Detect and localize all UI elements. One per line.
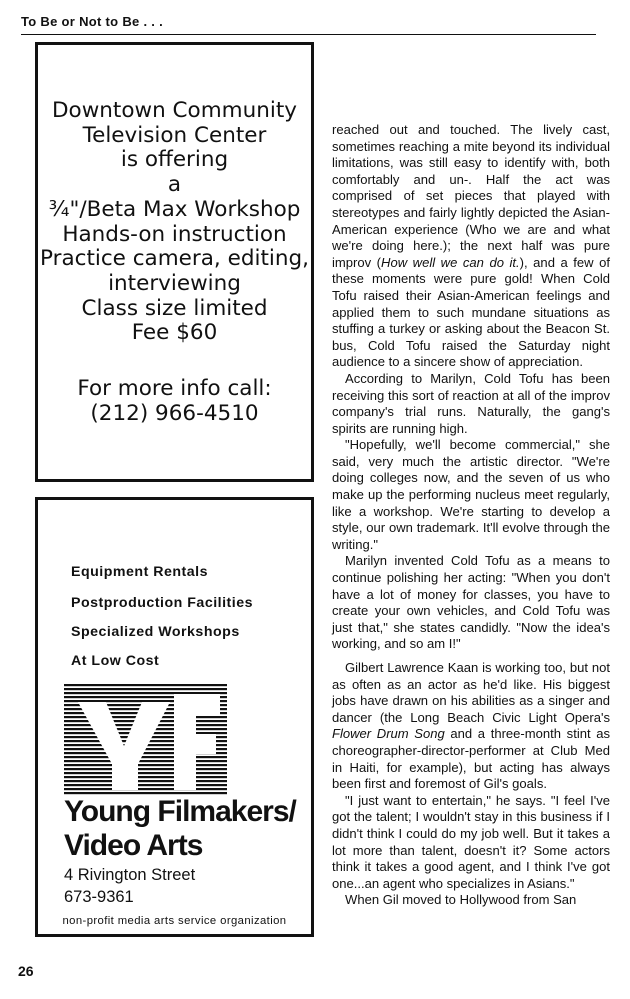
service-item: At Low Cost [71, 653, 160, 669]
page-number: 26 [18, 963, 34, 979]
call-label: For more info call: [77, 376, 272, 401]
org-address: 4 Rivington Street [64, 866, 196, 884]
paragraph: When Gil moved to Hollywood from San [345, 892, 577, 908]
ad-line: Downtown Community [52, 98, 297, 123]
ad-line: a [167, 172, 182, 198]
yf-logo-icon [64, 684, 227, 795]
article-column [332, 122, 610, 909]
header-rule [21, 34, 596, 35]
dctv-workshop-ad [35, 42, 314, 482]
service-item: Specialized Workshops [71, 624, 240, 640]
org-name: Young Filmakers/ Video Arts [64, 795, 296, 862]
service-item: Postproduction Facilities [71, 595, 253, 611]
ad-line: is offering [120, 147, 229, 173]
ad-line: Fee $60 [131, 320, 218, 346]
ad-line: Hands-on instruction [62, 221, 287, 247]
ad-line: Class size limited [81, 295, 268, 321]
ad-line: ¾"/Beta Max Workshop [48, 196, 301, 222]
running-head: To Be or Not to Be . . . [21, 14, 164, 29]
org-note: non-profit media arts service organization [62, 915, 287, 927]
ad-line: Television Center [82, 122, 267, 148]
paragraph: According to Marilyn, Cold Tofu has been receiving this sort of reaction at all of the improv company's trial runs. Naturally, the gang's spirits are running high. [332, 370, 610, 436]
paragraph: Marilyn invented Cold Tofu as a means to continue polishing her acting: "When you don't have a lot of money for classes, you have to create your own vehicles, and Cold Tofu was just that," she states candidly. "Now the idea's working, and so am I!" [332, 553, 610, 652]
ad-line: Practice camera, editing, [40, 246, 309, 272]
org-phone: 673-9361 [64, 888, 134, 906]
paragraph: reached out and touched. The lively cast, sometimes reaching a mite beyond its individual limitations, was still easy to identify with, both comfortably and un-. Half the act was comprised of set pieces that played with stereotypes and fairly lightly depicted the Asian-American experience (Who we are and what we're doing here.); the next half was pure improv (How well we can do it.), and a few of these moments were pure gold! When Cold Tofu raised their Asian-American feelings and applied them to such mundane situations as stuffing a turkey or asking about the Beacon St. bus, Cold Tofu raised the Saturday night audience to a sincere show of appreciation. [332, 122, 610, 370]
paragraph: Gilbert Lawrence Kaan is working too, but not as often as an actor as he'd like. His biggest jobs have drawn on his abilities as a singer and dancer (the Long Beach Civic Light Opera's Flower Drum Song and a three-month stint as choreographer-director-performer at Club Med in Haiti, for example), but acting has always been first and foremost of Gil's goals. [332, 660, 611, 792]
ad-contact [38, 377, 311, 426]
ad-body [38, 99, 311, 346]
ad-phone: (212) 966-4510 [90, 400, 259, 426]
paragraph: "Hopefully, we'll become commercial," she said, very much the artistic director. "We're doing colleges now, and the seven of us who make up the performing nucleus meet regularly, like a workshop. We're starting to develop a style, our own trademark. It'll evolve through the writing." [332, 437, 610, 552]
young-filmakers-ad [35, 497, 314, 937]
ad-line: interviewing [108, 270, 241, 296]
paragraph: "I just want to entertain," he says. "I feel I've got the talent; I wouldn't stay in this business if I didn't think I could do my job well. But it takes a lot more than talent, doesn't it? Some actors think it takes a good agent, and I think I've got one...an agent who specializes in Asians." [332, 792, 610, 891]
service-item: Equipment Rentals [71, 564, 208, 580]
